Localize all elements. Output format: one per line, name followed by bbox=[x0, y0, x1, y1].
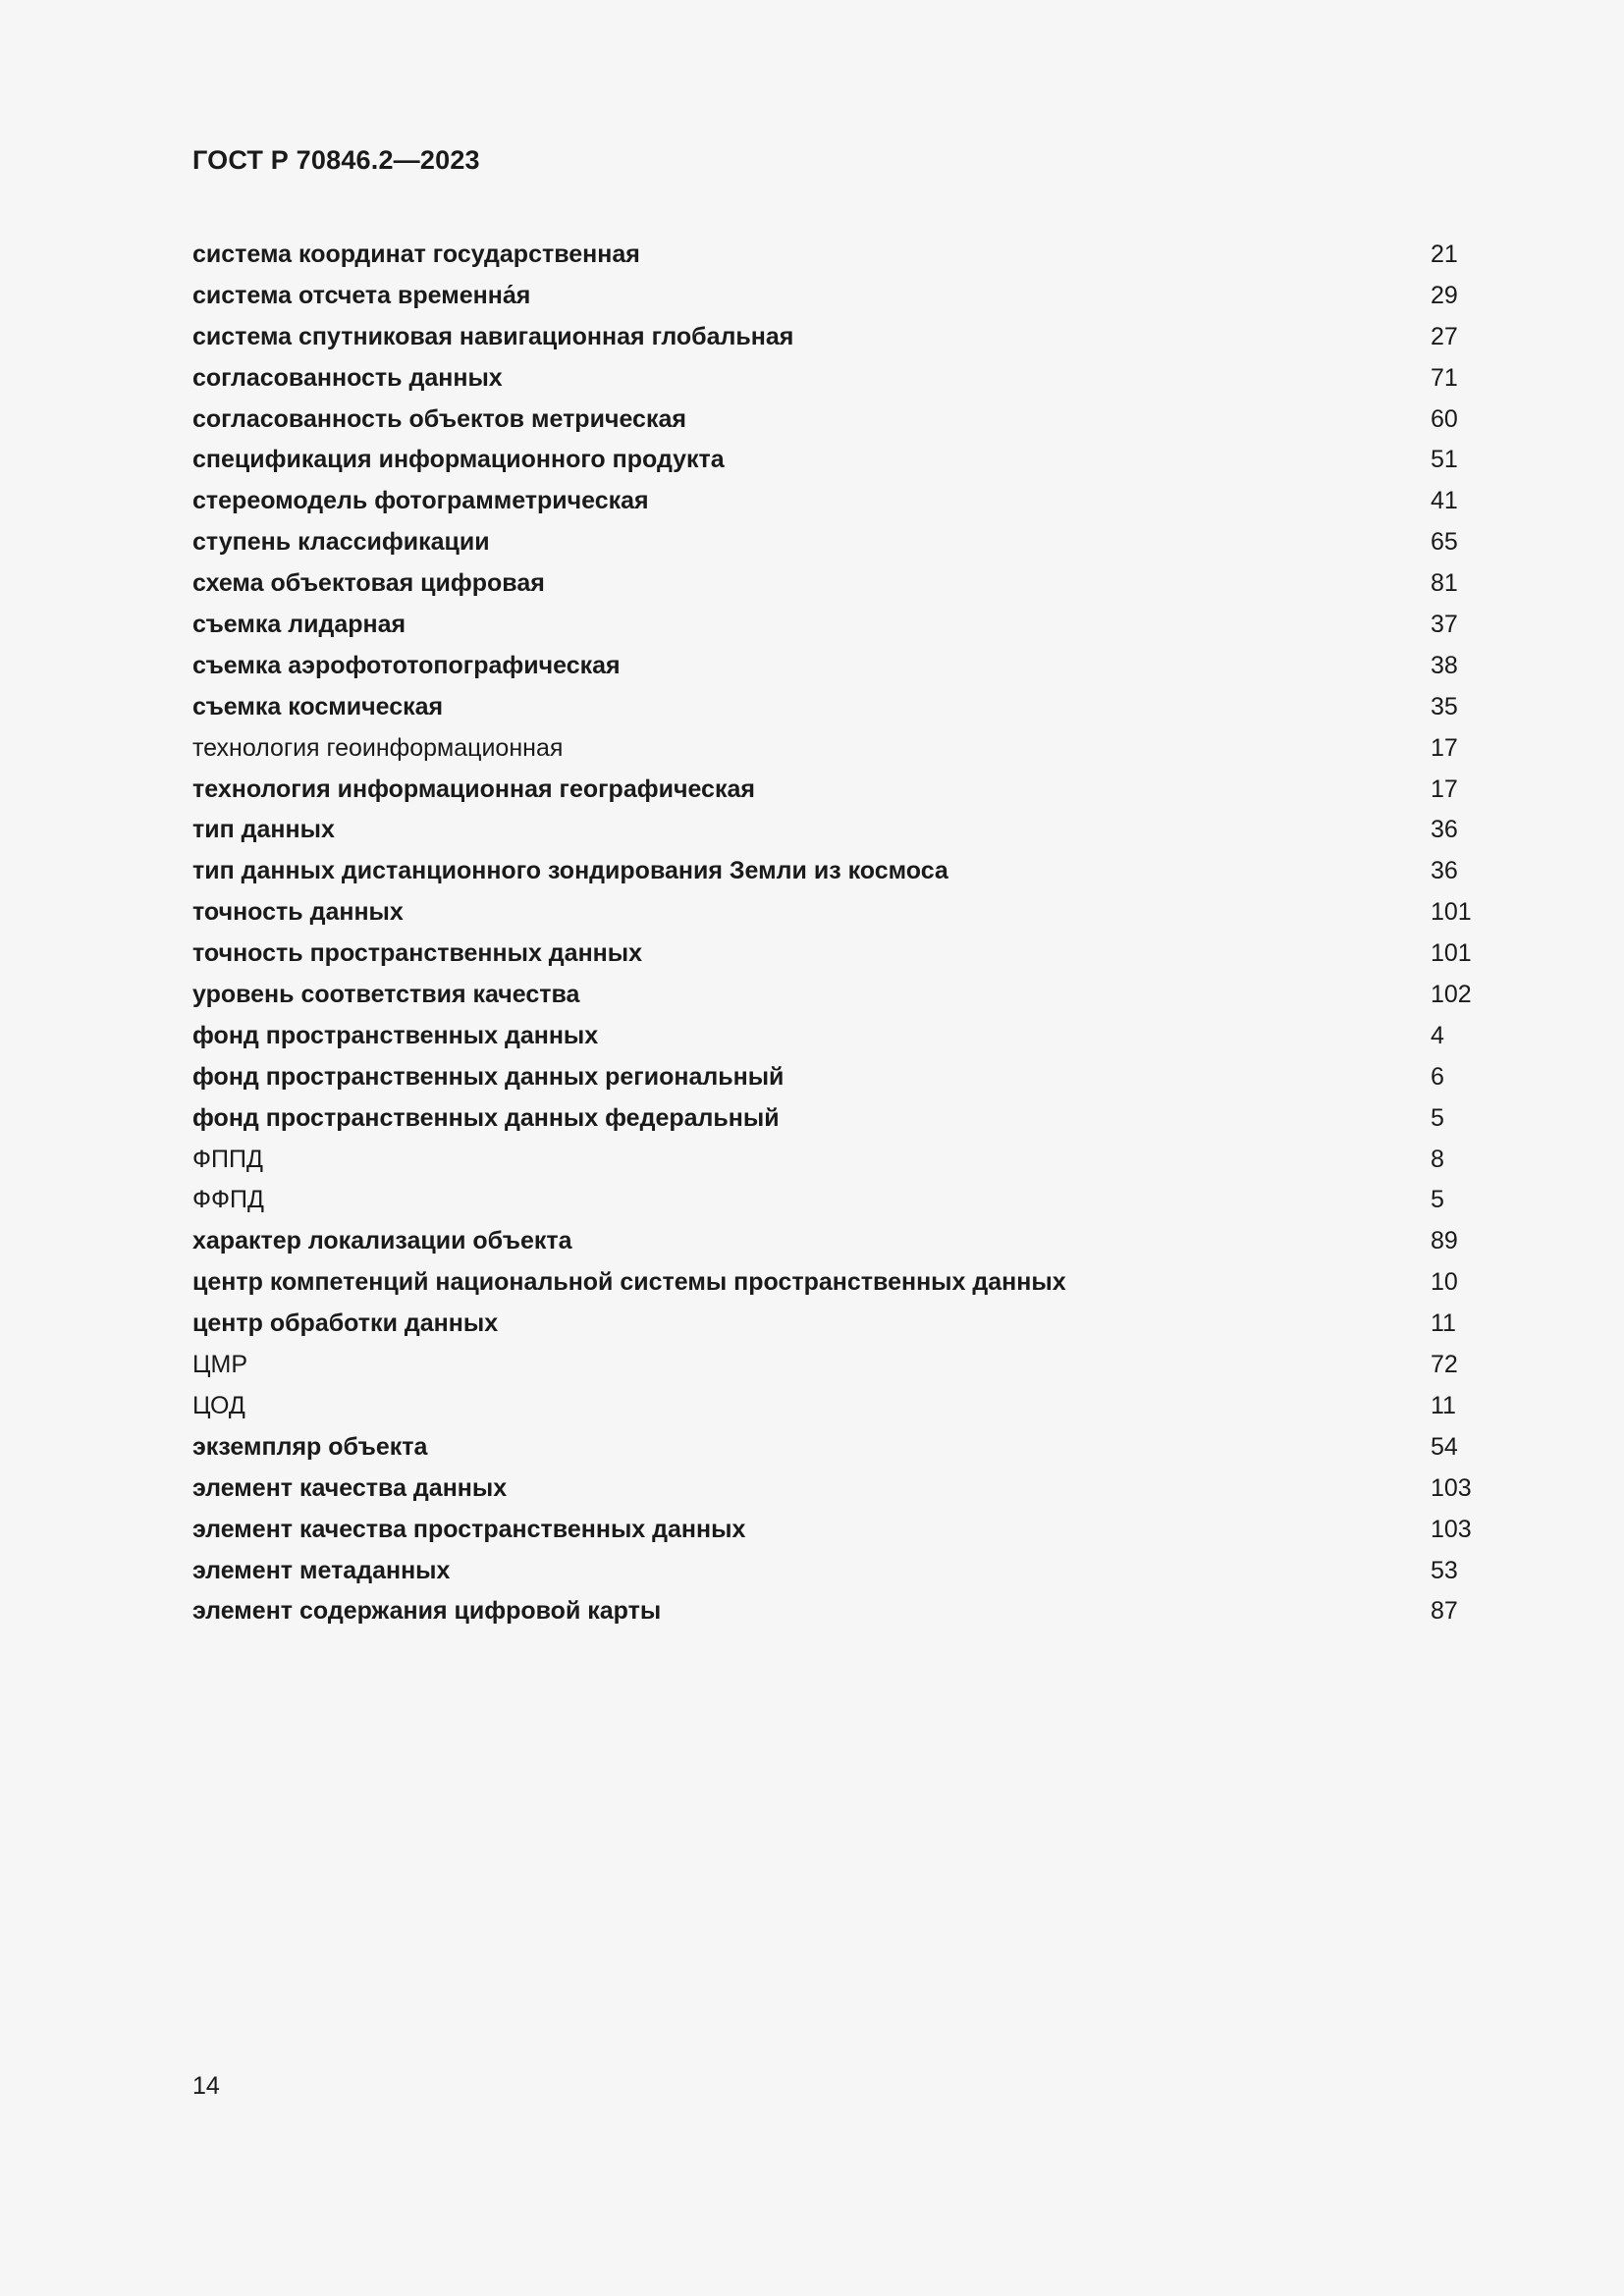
index-term: точность данных bbox=[192, 898, 404, 927]
index-term: съемка космическая bbox=[192, 692, 444, 721]
index-term: схема объектовая цифровая bbox=[192, 569, 545, 598]
index-term: экземпляр объекта bbox=[192, 1432, 428, 1461]
index-entry bbox=[192, 276, 1479, 317]
index-entry bbox=[192, 1345, 1479, 1386]
index-entry bbox=[192, 975, 1479, 1016]
index-term: технология геоинформационная bbox=[192, 733, 564, 762]
index-page-ref: 11 bbox=[1431, 1309, 1456, 1338]
index-page-ref: 101 bbox=[1431, 939, 1472, 968]
index-entry bbox=[192, 1180, 1479, 1221]
index-entry bbox=[192, 317, 1479, 358]
index-entry bbox=[192, 1427, 1479, 1468]
index-entry bbox=[192, 235, 1479, 276]
index-entry bbox=[192, 1057, 1479, 1098]
index-page-ref: 72 bbox=[1431, 1351, 1458, 1379]
term-index-list bbox=[192, 235, 1479, 1632]
index-entry bbox=[192, 1098, 1479, 1140]
index-page-ref: 81 bbox=[1431, 569, 1458, 598]
index-entry bbox=[192, 770, 1479, 811]
index-term: ФФПД bbox=[192, 1186, 264, 1214]
index-term: центр обработки данных bbox=[192, 1309, 499, 1338]
index-entry bbox=[192, 358, 1479, 400]
index-term: ФППД bbox=[192, 1145, 263, 1173]
index-page-ref: 41 bbox=[1431, 487, 1458, 515]
index-page-ref: 36 bbox=[1431, 816, 1458, 844]
index-entry bbox=[192, 1468, 1479, 1510]
index-term: система спутниковая навигационная глобальная bbox=[192, 322, 794, 350]
index-page-ref: 35 bbox=[1431, 692, 1458, 721]
index-entry bbox=[192, 1551, 1479, 1592]
page-number: 14 bbox=[192, 2072, 220, 2100]
index-entry bbox=[192, 1304, 1479, 1345]
index-entry bbox=[192, 1386, 1479, 1427]
index-entry bbox=[192, 1591, 1479, 1632]
index-page-ref: 6 bbox=[1431, 1062, 1444, 1091]
index-page-ref: 10 bbox=[1431, 1268, 1458, 1297]
index-page-ref: 51 bbox=[1431, 446, 1458, 474]
index-entry bbox=[192, 1016, 1479, 1057]
index-entry bbox=[192, 481, 1479, 522]
index-term: точность пространственных данных bbox=[192, 939, 643, 968]
index-page-ref: 54 bbox=[1431, 1432, 1458, 1461]
index-term: система отсчета временна́я bbox=[192, 281, 531, 309]
index-page-ref: 5 bbox=[1431, 1103, 1444, 1132]
index-page-ref: 5 bbox=[1431, 1186, 1444, 1214]
index-term: элемент качества данных bbox=[192, 1473, 508, 1502]
index-page-ref: 17 bbox=[1431, 733, 1458, 762]
index-entry bbox=[192, 563, 1479, 605]
index-term: система координат государственная bbox=[192, 240, 640, 268]
index-page-ref: 53 bbox=[1431, 1556, 1458, 1584]
index-page-ref: 11 bbox=[1431, 1391, 1456, 1419]
index-term: центр компетенций национальной системы пространственных данных bbox=[192, 1268, 1066, 1297]
index-page-ref: 8 bbox=[1431, 1145, 1444, 1173]
index-term: фонд пространственных данных bbox=[192, 1021, 599, 1049]
index-term: ступень классификации bbox=[192, 528, 490, 557]
index-term: характер локализации объекта bbox=[192, 1227, 572, 1255]
index-entry bbox=[192, 687, 1479, 728]
index-term: элемент метаданных bbox=[192, 1556, 451, 1584]
index-term: согласованность данных bbox=[192, 363, 503, 392]
index-page-ref: 71 bbox=[1431, 363, 1458, 392]
index-page-ref: 103 bbox=[1431, 1473, 1472, 1502]
index-entry bbox=[192, 810, 1479, 851]
index-entry bbox=[192, 1140, 1479, 1181]
index-term: элемент качества пространственных данных bbox=[192, 1515, 746, 1543]
index-page-ref: 4 bbox=[1431, 1021, 1444, 1049]
index-entry bbox=[192, 934, 1479, 975]
index-page-ref: 102 bbox=[1431, 981, 1472, 1009]
index-page-ref: 21 bbox=[1431, 240, 1458, 268]
index-term: элемент содержания цифровой карты bbox=[192, 1597, 662, 1626]
index-entry bbox=[192, 440, 1479, 481]
index-entry bbox=[192, 1510, 1479, 1551]
index-page-ref: 17 bbox=[1431, 774, 1458, 803]
index-entry bbox=[192, 522, 1479, 563]
index-page-ref: 27 bbox=[1431, 322, 1458, 350]
index-term: спецификация информационного продукта bbox=[192, 446, 725, 474]
index-term: съемка аэрофототопографическая bbox=[192, 651, 621, 679]
index-page-ref: 60 bbox=[1431, 404, 1458, 433]
index-page-ref: 36 bbox=[1431, 857, 1458, 885]
index-page-ref: 89 bbox=[1431, 1227, 1458, 1255]
index-term: ЦОД bbox=[192, 1391, 245, 1419]
index-entry bbox=[192, 892, 1479, 934]
index-page-ref: 87 bbox=[1431, 1597, 1458, 1626]
index-entry bbox=[192, 851, 1479, 892]
index-term: уровень соответствия качества bbox=[192, 981, 580, 1009]
index-term: съемка лидарная bbox=[192, 611, 406, 639]
index-entry bbox=[192, 728, 1479, 770]
index-term: фонд пространственных данных федеральный bbox=[192, 1103, 780, 1132]
index-entry bbox=[192, 1262, 1479, 1304]
index-page-ref: 38 bbox=[1431, 651, 1458, 679]
index-term: стереомодель фотограмметрическая bbox=[192, 487, 649, 515]
index-term: тип данных дистанционного зондирования Земли из космоса bbox=[192, 857, 948, 885]
index-entry bbox=[192, 1221, 1479, 1262]
index-term: тип данных bbox=[192, 816, 335, 844]
index-term: технология информационная географическая bbox=[192, 774, 755, 803]
document-header: ГОСТ Р 70846.2—2023 bbox=[192, 145, 480, 175]
index-term: согласованность объектов метрическая bbox=[192, 404, 686, 433]
index-term: фонд пространственных данных региональный bbox=[192, 1062, 785, 1091]
index-page-ref: 101 bbox=[1431, 898, 1472, 927]
index-entry bbox=[192, 400, 1479, 441]
index-page-ref: 37 bbox=[1431, 611, 1458, 639]
index-page-ref: 29 bbox=[1431, 281, 1458, 309]
index-entry bbox=[192, 646, 1479, 687]
index-term: ЦМР bbox=[192, 1351, 247, 1379]
index-page-ref: 103 bbox=[1431, 1515, 1472, 1543]
index-page-ref: 65 bbox=[1431, 528, 1458, 557]
index-entry bbox=[192, 605, 1479, 646]
